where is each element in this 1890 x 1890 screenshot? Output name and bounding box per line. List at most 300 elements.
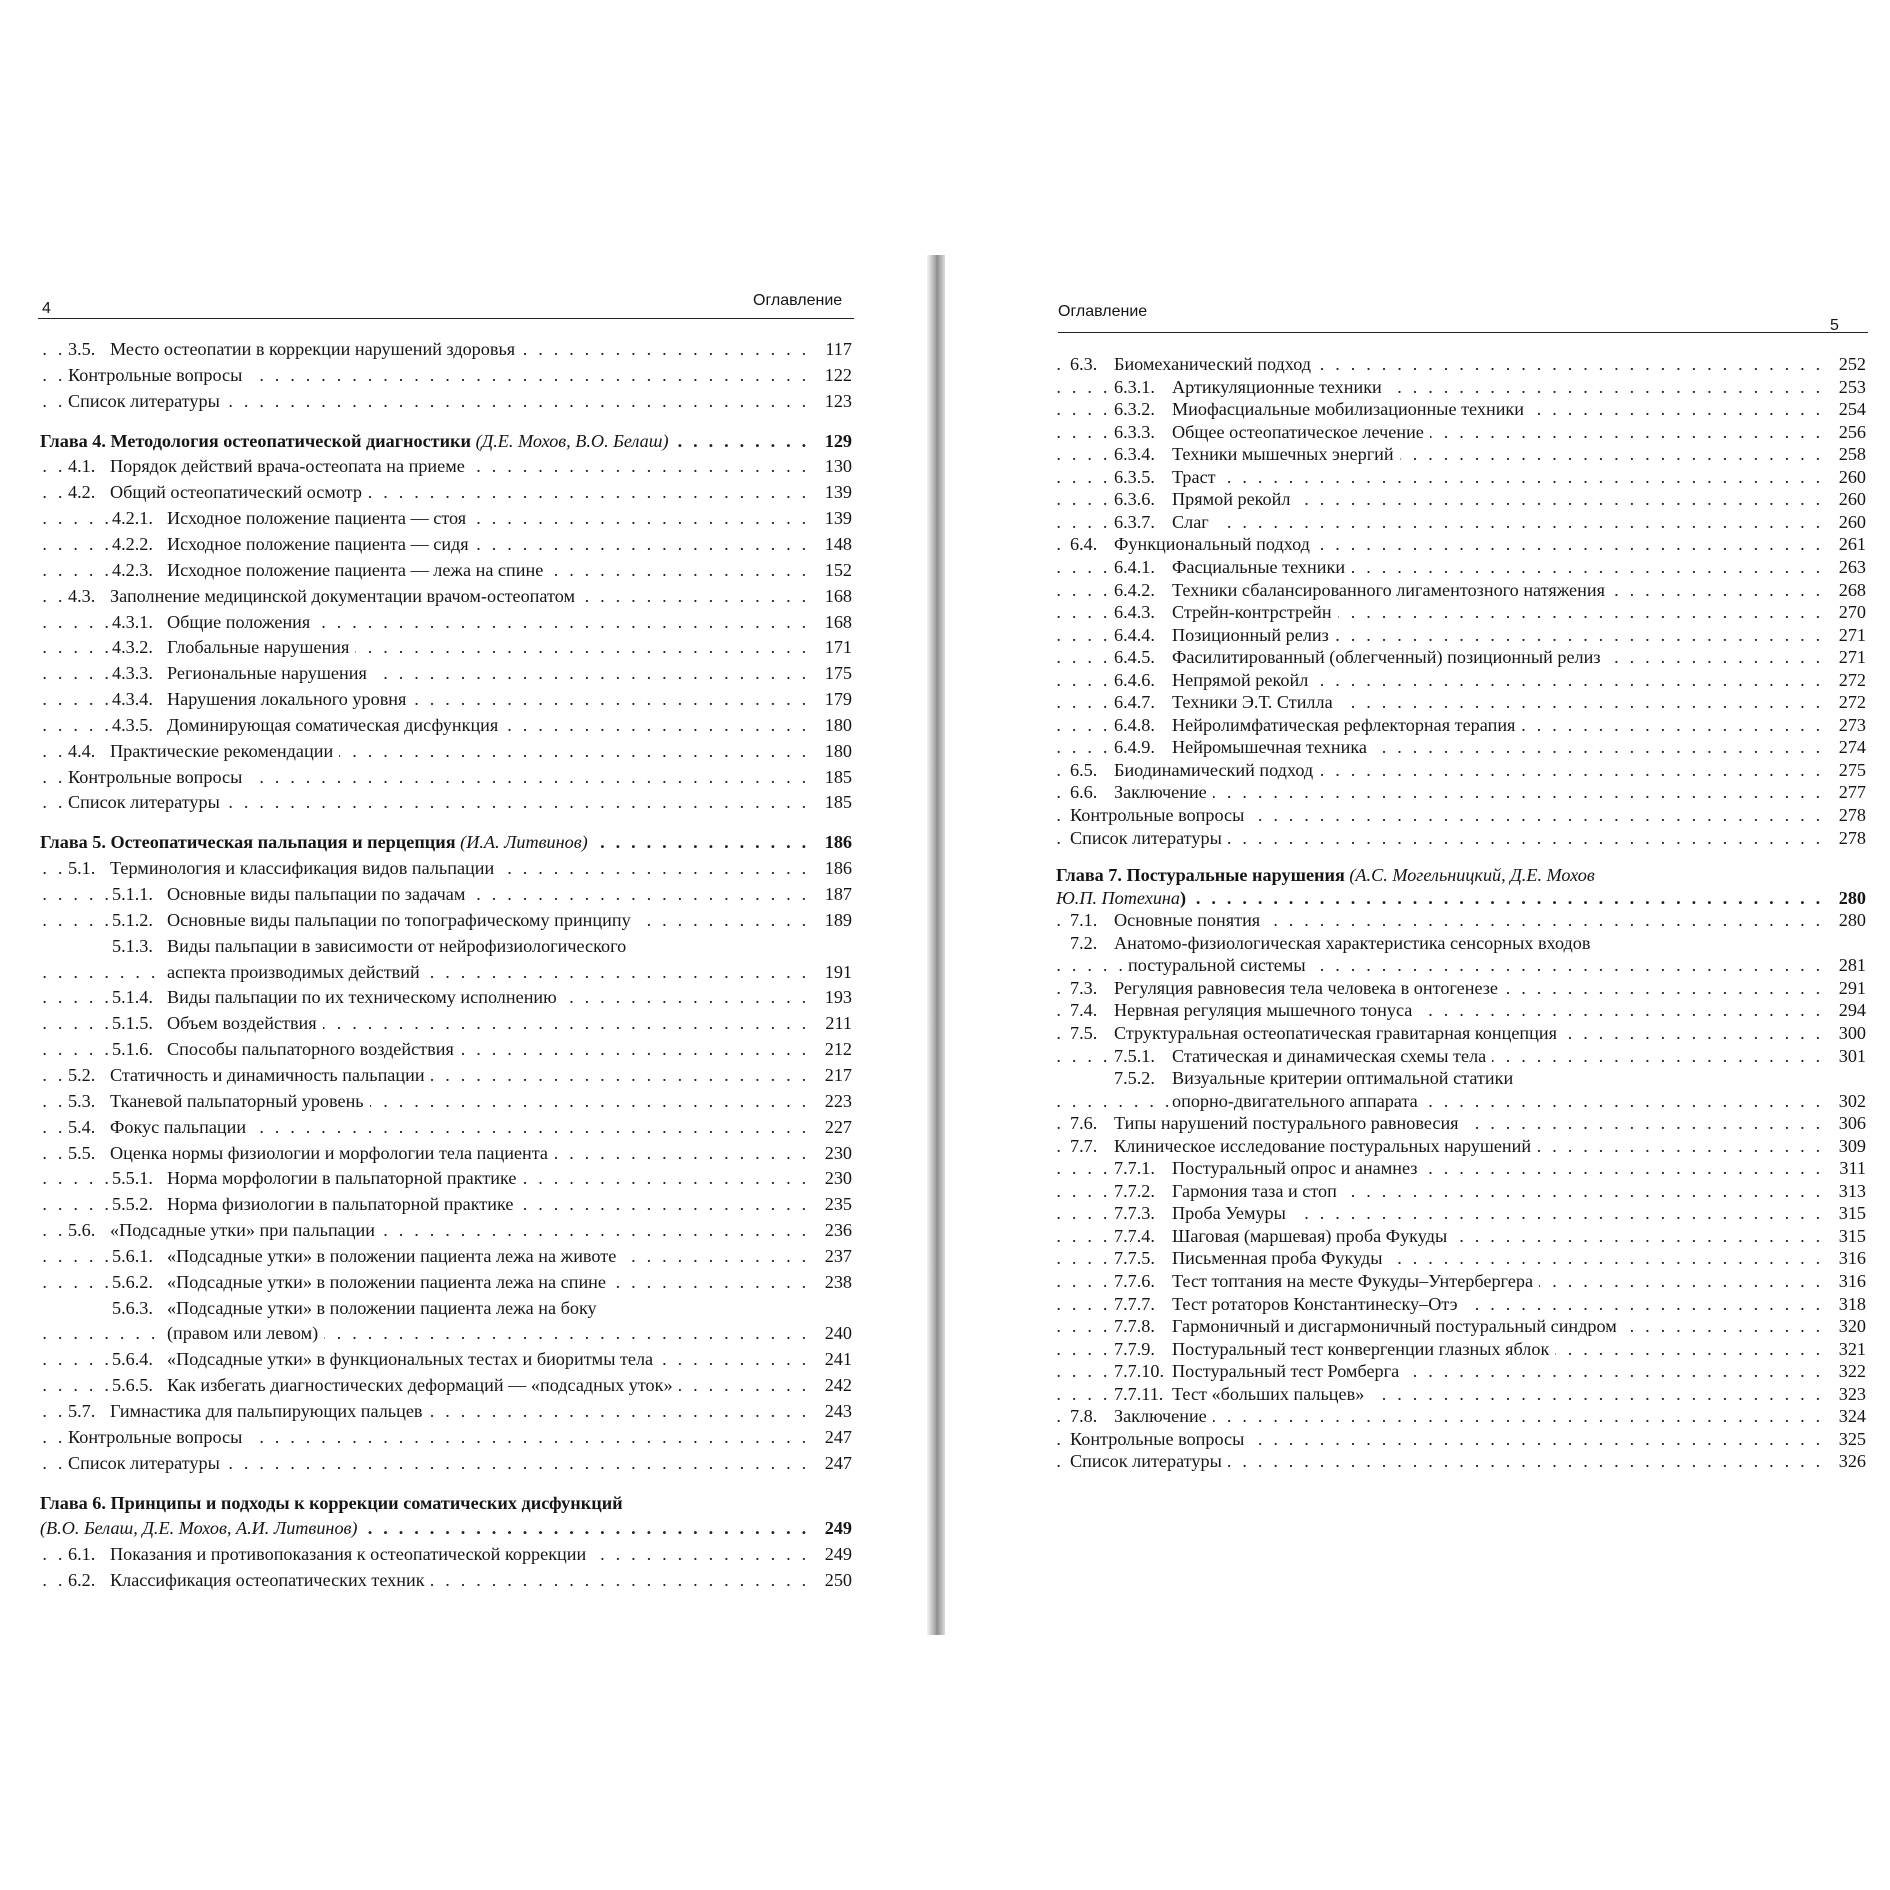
toc-entry-title: «Подсадные утки» в положении пациента лежа на спине bbox=[167, 1271, 606, 1292]
toc-entry-title: Глава 7. Постуральные нарушения bbox=[1056, 865, 1345, 886]
toc-entry-title: Список литературы bbox=[1070, 827, 1222, 848]
toc-page-number: 243 bbox=[812, 1398, 852, 1424]
toc-entry-title: «Подсадные утки» в положении пациента лежа на животе bbox=[167, 1245, 617, 1266]
toc-page-number: 171 bbox=[812, 634, 852, 660]
toc-entry-title: Контрольные вопросы bbox=[68, 1426, 243, 1447]
toc-entry-number: 4.4. bbox=[68, 740, 96, 761]
toc-entry-title: Гимнастика для пальпирующих пальцев bbox=[110, 1401, 423, 1421]
toc-entry-title: Региональные нарушения bbox=[167, 663, 367, 684]
toc-entry-number: 6.4.3. bbox=[1114, 602, 1155, 623]
toc-page-number: 247 bbox=[812, 1424, 852, 1450]
toc-entry bbox=[40, 1062, 852, 1088]
right-running-header: Оглавление bbox=[1058, 303, 1148, 320]
toc-entry-title: Контрольные вопросы bbox=[1070, 1428, 1245, 1449]
toc-entry-number: 4.2.2. bbox=[112, 533, 153, 554]
toc-entry-number: 7.7.11. bbox=[1114, 1383, 1164, 1404]
toc-entry-title: Типы нарушений постурального равновесия bbox=[1114, 1113, 1459, 1134]
toc-page-number: 280 bbox=[1826, 885, 1866, 911]
toc-page-number: 256 bbox=[1826, 419, 1866, 445]
toc-page-number: 261 bbox=[1826, 531, 1866, 557]
toc-page-number: 272 bbox=[1826, 689, 1866, 715]
toc-entry-title: Биодинамический подход bbox=[1114, 759, 1314, 780]
toc-entry-number: 5.1.2. bbox=[112, 909, 153, 930]
toc-page-number: 186 bbox=[812, 855, 852, 881]
toc-page-number: 187 bbox=[812, 881, 852, 907]
toc-entry bbox=[40, 712, 852, 738]
toc-page-number: 263 bbox=[1826, 554, 1866, 580]
toc-entry-number: 5.5. bbox=[68, 1142, 96, 1163]
toc-page-number: 273 bbox=[1826, 712, 1866, 738]
toc-page-number: 175 bbox=[812, 660, 852, 686]
toc-page-number: 223 bbox=[812, 1088, 852, 1114]
toc-entry-number: 6.4.6. bbox=[1114, 669, 1155, 690]
toc-page-number: 148 bbox=[812, 531, 852, 557]
toc-entry-title: Исходное положение пациента — стоя bbox=[167, 508, 467, 529]
toc-page-number: 315 bbox=[1826, 1200, 1866, 1226]
toc-entry-title: Постуральный опрос и анамнез bbox=[1172, 1158, 1418, 1179]
toc-page-number: 122 bbox=[812, 362, 852, 388]
toc-entry-title: Визуальные критерии оптимальной статики bbox=[1172, 1068, 1514, 1089]
toc-page-number: 227 bbox=[812, 1114, 852, 1140]
toc-entry bbox=[40, 855, 852, 881]
toc-entry-number: 4.3.4. bbox=[112, 689, 153, 710]
toc-entry-title: Техники сбалансированного лигаментозного натяжения bbox=[1172, 579, 1605, 600]
toc-entry-number: 5.3. bbox=[68, 1090, 96, 1111]
toc-entry-tail: ) bbox=[1180, 887, 1187, 908]
toc-entry-title: Тест «больших пальцев» bbox=[1172, 1383, 1365, 1404]
toc-entry-number: 5.1.1. bbox=[112, 884, 153, 904]
toc-entry bbox=[40, 388, 852, 414]
toc-page-number: 238 bbox=[812, 1269, 852, 1295]
toc-entry-number: 6.3.4. bbox=[1114, 444, 1155, 465]
toc-page-number: 258 bbox=[1826, 441, 1866, 467]
toc-entry-number: 6.4.2. bbox=[1114, 579, 1155, 600]
toc-entry-title: Заключение bbox=[1114, 1406, 1207, 1427]
toc-page-number: 230 bbox=[812, 1140, 852, 1166]
toc-entry-title: Фасциальные техники bbox=[1172, 556, 1346, 577]
toc-entry-title: Контрольные вопросы bbox=[68, 766, 243, 787]
toc-page-number: 268 bbox=[1826, 577, 1866, 603]
toc-entry bbox=[40, 557, 852, 583]
toc-page-number: 271 bbox=[1826, 644, 1866, 670]
toc-entry-number: 7.7.4. bbox=[1114, 1225, 1155, 1246]
toc-page-number: 168 bbox=[812, 609, 852, 635]
toc-entry bbox=[40, 1372, 852, 1398]
toc-entry-title: Письменная проба Фукуды bbox=[1172, 1248, 1383, 1269]
toc-entry bbox=[40, 1346, 852, 1372]
toc-entry-title: Норма морфологии в пальпаторной практике bbox=[167, 1168, 517, 1189]
toc-leader-dots bbox=[40, 1320, 810, 1346]
toc-entry bbox=[40, 1243, 852, 1269]
toc-page-number: 272 bbox=[1826, 667, 1866, 693]
toc-entry-number: 6.4.9. bbox=[1114, 737, 1155, 758]
toc-entry-title: Контрольные вопросы bbox=[68, 364, 243, 385]
toc-entry bbox=[40, 1295, 852, 1321]
left-page bbox=[0, 0, 900, 1890]
toc-page-number: 242 bbox=[812, 1372, 852, 1398]
toc-entry bbox=[40, 1114, 852, 1140]
toc-entry-number: 6.4.5. bbox=[1114, 647, 1155, 668]
toc-page-number: 323 bbox=[1826, 1381, 1866, 1407]
toc-entry-number: 6.4.4. bbox=[1114, 624, 1155, 645]
toc-page-number: 123 bbox=[812, 388, 852, 414]
toc-entry-title: Траст bbox=[1172, 466, 1216, 487]
toc-entry-title: Глобальные нарушения bbox=[167, 637, 350, 658]
toc-page-number: 291 bbox=[1826, 975, 1866, 1001]
toc-page-number: 315 bbox=[1826, 1223, 1866, 1249]
toc-entry-title: Позиционный релиз bbox=[1172, 624, 1329, 645]
toc-page-number: 316 bbox=[1826, 1268, 1866, 1294]
toc-page-number: 322 bbox=[1826, 1358, 1866, 1384]
toc-entry-title: Список литературы bbox=[68, 792, 220, 813]
toc-entry-number: 6.5. bbox=[1070, 759, 1098, 780]
toc-entry-title: Виды пальпации по их техническому исполнению bbox=[167, 987, 557, 1008]
toc-chapter-authors: Ю.П. Потехина bbox=[1056, 887, 1181, 908]
toc-entry-title: Анатомо-физиологическая характеристика сенсорных входов bbox=[1114, 932, 1591, 953]
toc-entry-number: 6.3. bbox=[1070, 354, 1098, 374]
toc-entry-number: 5.7. bbox=[68, 1401, 96, 1421]
toc-page-number: 313 bbox=[1826, 1178, 1866, 1204]
toc-entry-title: Заключение bbox=[1114, 782, 1207, 803]
left-running-header: Оглавление bbox=[753, 292, 843, 309]
toc-page-number: 212 bbox=[812, 1036, 852, 1062]
toc-entry-number: 6.3.7. bbox=[1114, 511, 1155, 532]
toc-entry-number: 4.3. bbox=[68, 585, 96, 606]
toc-page-number: 260 bbox=[1826, 486, 1866, 512]
toc-entry bbox=[40, 1450, 852, 1476]
toc-entry-number: 6.1. bbox=[68, 1544, 96, 1565]
toc-entry bbox=[40, 1217, 852, 1243]
toc-entry-title: Фокус пальпации bbox=[110, 1116, 247, 1137]
toc-entry bbox=[40, 686, 852, 712]
toc-entry-title: Доминирующая соматическая дисфункция bbox=[167, 714, 499, 735]
toc-page-number: 230 bbox=[812, 1165, 852, 1191]
toc-chapter-entry bbox=[40, 428, 852, 454]
toc-page-number: 247 bbox=[812, 1450, 852, 1476]
toc-entry-number: 6.3.6. bbox=[1114, 489, 1155, 510]
toc-page-number: 274 bbox=[1826, 734, 1866, 760]
toc-entry-number: 3.5. bbox=[68, 339, 96, 359]
toc-entry-title: Гармоничный и дисгармоничный постуральный синдром bbox=[1172, 1316, 1617, 1337]
toc-entry-title: Статичность и динамичность пальпации bbox=[110, 1064, 425, 1085]
toc-entry bbox=[40, 1036, 852, 1062]
toc-entry-title: Порядок действий врача-остеопата на приеме bbox=[110, 456, 465, 477]
toc-entry-title: Место остеопатии в коррекции нарушений здоровья bbox=[110, 339, 516, 359]
toc-entry-number: 7.7.1. bbox=[1114, 1158, 1155, 1179]
toc-entry-title: Регуляция равновесия тела человека в онтогенезе bbox=[1114, 977, 1499, 998]
toc-entry-title: опорно-двигательного аппарата bbox=[1172, 1090, 1418, 1111]
toc-entry-number: 5.2. bbox=[68, 1064, 96, 1085]
toc-entry-number: 5.4. bbox=[68, 1116, 96, 1137]
toc-entry-title: Артикуляционные техники bbox=[1172, 376, 1382, 397]
toc-page-number: 253 bbox=[1826, 374, 1866, 400]
toc-page-number: 324 bbox=[1826, 1403, 1866, 1429]
toc-entry-number: 6.4.1. bbox=[1114, 556, 1155, 577]
toc-entry-number: 7.7.7. bbox=[1114, 1293, 1155, 1314]
toc-entry-title: Прямой рекойл bbox=[1172, 489, 1291, 510]
toc-page-number: 302 bbox=[1826, 1088, 1866, 1114]
toc-chapter-authors: (В.О. Белаш, Д.Е. Мохов, А.И. Литвинов) bbox=[40, 1518, 358, 1539]
toc-entry-title: Слаг bbox=[1172, 511, 1209, 532]
toc-entry bbox=[40, 881, 852, 907]
toc-chapter-entry bbox=[40, 1490, 852, 1516]
toc-entry-number: 7.7.2. bbox=[1114, 1180, 1155, 1201]
toc-entry-title: Структуральная остеопатическая гравитарная концепция bbox=[1114, 1022, 1557, 1043]
toc-page-number: 237 bbox=[812, 1243, 852, 1269]
toc-entry-title: Шаговая (маршевая) проба Фукуды bbox=[1172, 1225, 1448, 1246]
toc-entry-number: 7.5. bbox=[1070, 1022, 1098, 1043]
toc-entry-number: 7.5.2. bbox=[1114, 1068, 1155, 1089]
toc-entry-number: 7.5.1. bbox=[1114, 1045, 1155, 1066]
toc-entry-title: Способы пальпаторного воздействия bbox=[167, 1039, 454, 1060]
toc-entry-title: Норма физиологии в пальпаторной практике bbox=[167, 1194, 514, 1215]
right-page bbox=[940, 0, 1890, 1890]
toc-page-number: 278 bbox=[1826, 802, 1866, 828]
toc-entry-title: Фасилитированный (облегченный) позиционный релиз bbox=[1172, 647, 1601, 668]
toc-page-number: 180 bbox=[812, 738, 852, 764]
toc-page-number: 321 bbox=[1826, 1336, 1866, 1362]
toc-entry bbox=[40, 959, 852, 985]
toc-entry bbox=[40, 738, 852, 764]
toc-entry-title: «Подсадные утки» в положении пациента лежа на боку bbox=[167, 1297, 597, 1318]
toc-entry-number: 5.6.5. bbox=[112, 1375, 153, 1396]
toc-entry bbox=[40, 1165, 852, 1191]
toc-page-number: 309 bbox=[1826, 1133, 1866, 1159]
toc-entry-number: 6.2. bbox=[68, 1570, 96, 1591]
toc-entry-number: 5.6.2. bbox=[112, 1271, 153, 1292]
toc-entry-number: 7.7.5. bbox=[1114, 1248, 1155, 1269]
toc-entry bbox=[40, 984, 852, 1010]
toc-entry-title: Нейромышечная техника bbox=[1172, 737, 1367, 758]
toc-page-number: 250 bbox=[812, 1567, 852, 1593]
toc-entry-title: Биомеханический подход bbox=[1114, 354, 1312, 374]
toc-page-number: 254 bbox=[1826, 396, 1866, 422]
toc-entry bbox=[40, 336, 852, 362]
toc-entry-title: Нейролимфатическая рефлекторная терапия bbox=[1172, 714, 1516, 735]
toc-page-number: 185 bbox=[812, 789, 852, 815]
toc-entry-number: 4.3.5. bbox=[112, 714, 153, 735]
toc-page-number: 326 bbox=[1826, 1448, 1866, 1474]
toc-page-number: 249 bbox=[812, 1541, 852, 1567]
toc-entry-number: 7.7.6. bbox=[1114, 1271, 1155, 1291]
toc-entry bbox=[40, 1320, 852, 1346]
toc-entry-title: аспекта производимых действий bbox=[167, 961, 420, 982]
toc-entry-title: Миофасциальные мобилизационные техники bbox=[1172, 399, 1525, 420]
toc-chapter-authors: (А.С. Могельницкий, Д.Е. Мохов bbox=[1349, 865, 1595, 886]
toc-entry-number: 4.1. bbox=[68, 456, 96, 477]
toc-chapter-authors: (Д.Е. Мохов, В.О. Белаш) bbox=[475, 430, 669, 451]
toc-page-number: 235 bbox=[812, 1191, 852, 1217]
toc-entry bbox=[40, 1010, 852, 1036]
toc-entry-title: Нервная регуляция мышечного тонуса bbox=[1114, 1000, 1413, 1021]
toc-entry-title: Общие положения bbox=[167, 611, 311, 632]
toc-entry-number: 5.1.4. bbox=[112, 987, 153, 1008]
toc-entry bbox=[40, 1269, 852, 1295]
toc-entry-title: Контрольные вопросы bbox=[1070, 805, 1245, 825]
toc-entry-number: 5.1. bbox=[68, 858, 96, 879]
toc-entry-title: Постуральный тест Ромберга bbox=[1172, 1361, 1400, 1382]
toc-chapter-entry bbox=[40, 829, 852, 855]
toc-page-number: 193 bbox=[812, 984, 852, 1010]
toc-entry-title: (правом или левом) bbox=[167, 1323, 319, 1344]
toc-entry bbox=[40, 660, 852, 686]
toc-entry-number: 5.6.3. bbox=[112, 1297, 153, 1318]
toc-entry-title: Постуральный тест конвергенции глазных яблок bbox=[1172, 1338, 1550, 1359]
toc-entry-number: 5.6.1. bbox=[112, 1245, 153, 1266]
toc-entry-number: 7.7.9. bbox=[1114, 1338, 1155, 1359]
toc-entry-title: Исходное положение пациента — лежа на спине bbox=[167, 559, 544, 580]
toc-entry bbox=[40, 1541, 852, 1567]
toc-entry-number: 4.3.2. bbox=[112, 637, 153, 658]
toc-entry-title: Тест топтания на месте Фукуды–Унтербергера bbox=[1172, 1271, 1534, 1291]
toc-page-number: 241 bbox=[812, 1346, 852, 1372]
toc-entry-number: 4.2. bbox=[68, 482, 96, 503]
toc-entry-title: Функциональный подход bbox=[1114, 534, 1310, 555]
toc-entry-title: Заполнение медицинской документации врачом-остеопатом bbox=[110, 585, 575, 606]
toc-entry-number: 6.3.5. bbox=[1114, 466, 1155, 487]
toc-page-number: 240 bbox=[812, 1320, 852, 1346]
toc-entry-number: 5.1.6. bbox=[112, 1039, 153, 1060]
toc-entry-title: Объем воздействия bbox=[167, 1013, 317, 1034]
toc-page-number: 236 bbox=[812, 1217, 852, 1243]
toc-page-number: 211 bbox=[812, 1010, 852, 1036]
toc-entry-title: Список литературы bbox=[68, 390, 220, 411]
toc-page-number: 300 bbox=[1826, 1020, 1866, 1046]
left-header-rule bbox=[38, 318, 854, 319]
toc-entry-number: 7.3. bbox=[1070, 977, 1098, 998]
toc-entry-title: Практические рекомендации bbox=[110, 740, 334, 761]
toc-entry-number: 6.3.1. bbox=[1114, 376, 1155, 397]
toc-entry-number: 6.3.3. bbox=[1114, 421, 1155, 442]
toc-page-number: 325 bbox=[1826, 1426, 1866, 1452]
toc-entry-number: 7.7.3. bbox=[1114, 1203, 1155, 1224]
toc-entry-title: Исходное положение пациента — сидя bbox=[167, 533, 469, 554]
toc-entry-title: «Подсадные утки» при пальпации bbox=[110, 1220, 375, 1241]
toc-entry-title: Нарушения локального уровня bbox=[167, 689, 407, 710]
toc-page-number: 130 bbox=[812, 453, 852, 479]
toc-entry bbox=[40, 764, 852, 790]
toc-page-number: 252 bbox=[1826, 351, 1866, 377]
toc-page-number: 217 bbox=[812, 1062, 852, 1088]
toc-entry-number: 5.6.4. bbox=[112, 1349, 153, 1370]
toc-page-number: 168 bbox=[812, 583, 852, 609]
toc-page-number: 117 bbox=[812, 336, 852, 362]
toc-entry-title: Глава 6. Принципы и подходы к коррекции соматических дисфункций bbox=[40, 1492, 623, 1513]
toc-page-number: 281 bbox=[1826, 952, 1866, 978]
toc-entry-title: Техники мышечных энергий bbox=[1172, 444, 1394, 465]
toc-entry bbox=[1056, 825, 1866, 851]
toc-entry-title: Показания и противопоказания к остеопатической коррекции bbox=[110, 1544, 587, 1565]
toc-page-number: 311 bbox=[1826, 1155, 1866, 1181]
toc-entry-title: Список литературы bbox=[68, 1452, 220, 1473]
toc-page-number: 320 bbox=[1826, 1313, 1866, 1339]
toc-entry-title: Список литературы bbox=[1070, 1451, 1222, 1472]
toc-entry bbox=[40, 531, 852, 557]
toc-entry bbox=[40, 1567, 852, 1593]
toc-entry-title: Как избегать диагностических деформаций — «подсадных уток» bbox=[167, 1375, 673, 1396]
toc-page-number: 186 bbox=[812, 829, 852, 855]
toc-page-number: 185 bbox=[812, 764, 852, 790]
toc-page-number: 260 bbox=[1826, 509, 1866, 535]
toc-entry-number: 6.3.2. bbox=[1114, 399, 1155, 420]
toc-entry bbox=[40, 1398, 852, 1424]
toc-page-number: 191 bbox=[812, 959, 852, 985]
toc-page-number: 189 bbox=[812, 907, 852, 933]
toc-entry-number: 5.1.5. bbox=[112, 1013, 153, 1034]
toc-entry-title: Тест ротаторов Константинеску–Отэ bbox=[1172, 1293, 1458, 1314]
toc-entry-number: 6.4.7. bbox=[1114, 692, 1155, 713]
toc-entry-title: Клиническое исследование постуральных нарушений bbox=[1114, 1135, 1532, 1156]
toc-page-number: 318 bbox=[1826, 1291, 1866, 1317]
toc-page-number: 280 bbox=[1826, 907, 1866, 933]
toc-page-number: 294 bbox=[1826, 997, 1866, 1023]
toc-entry-number: 4.3.1. bbox=[112, 611, 153, 632]
toc-entry bbox=[40, 479, 852, 505]
toc-entry bbox=[40, 609, 852, 635]
toc-entry-title: Терминология и классификация видов пальпации bbox=[110, 858, 495, 879]
toc-entry bbox=[40, 583, 852, 609]
toc-page-number: 139 bbox=[812, 479, 852, 505]
right-header-rule bbox=[1058, 332, 1868, 333]
toc-page-number: 271 bbox=[1826, 622, 1866, 648]
toc-entry-title: Тканевой пальпаторный уровень bbox=[110, 1090, 364, 1111]
toc-entry bbox=[40, 789, 852, 815]
toc-page-number: 179 bbox=[812, 686, 852, 712]
toc-entry-number: 5.5.1. bbox=[112, 1168, 153, 1189]
toc-entry-title: Статическая и динамическая схемы тела bbox=[1172, 1045, 1487, 1066]
toc-entry bbox=[40, 634, 852, 660]
toc-page-number: 260 bbox=[1826, 464, 1866, 490]
toc-entry bbox=[1056, 1448, 1866, 1474]
toc-page-number: 278 bbox=[1826, 825, 1866, 851]
toc-entry-title: Основные понятия bbox=[1114, 910, 1261, 931]
toc-entry-title: Основные виды пальпации по задачам bbox=[167, 884, 466, 904]
toc-entry bbox=[40, 362, 852, 388]
toc-entry bbox=[40, 1140, 852, 1166]
toc-entry-title: Основные виды пальпации по топографическому принципу bbox=[167, 909, 631, 930]
toc-page-number: 180 bbox=[812, 712, 852, 738]
toc-entry-number: 7.7.10. bbox=[1114, 1361, 1165, 1382]
toc-entry-number: 6.4.8. bbox=[1114, 714, 1155, 735]
toc-entry bbox=[40, 1088, 852, 1114]
toc-entry bbox=[40, 933, 852, 959]
toc-entry bbox=[40, 453, 852, 479]
toc-page-number: 316 bbox=[1826, 1245, 1866, 1271]
toc-chapter-entry bbox=[40, 1515, 852, 1541]
toc-entry-number: 6.4. bbox=[1070, 534, 1098, 555]
toc-page-number: 275 bbox=[1826, 757, 1866, 783]
toc-chapter-authors: (И.А. Литвинов) bbox=[460, 832, 588, 853]
toc-page-number: 152 bbox=[812, 557, 852, 583]
toc-page-number: 306 bbox=[1826, 1110, 1866, 1136]
toc-entry-number: 7.4. bbox=[1070, 1000, 1098, 1021]
left-page-number: 4 bbox=[42, 300, 51, 317]
toc-entry-title: Непрямой рекойл bbox=[1172, 669, 1309, 690]
toc-entry-number: 5.6. bbox=[68, 1220, 96, 1241]
toc-entry-number: 7.7. bbox=[1070, 1135, 1098, 1156]
toc-entry-number: 7.7.8. bbox=[1114, 1316, 1155, 1337]
toc-page-number: 270 bbox=[1826, 599, 1866, 625]
toc-entry-number: 7.8. bbox=[1070, 1406, 1098, 1427]
toc-entry-number: 7.6. bbox=[1070, 1113, 1098, 1134]
toc-page-number: 249 bbox=[812, 1515, 852, 1541]
toc-entry-title: постуральной системы bbox=[1128, 955, 1306, 976]
toc-entry-number: 5.1.3. bbox=[112, 935, 153, 956]
toc-page-number: 129 bbox=[812, 428, 852, 454]
toc-entry-number: 4.3.3. bbox=[112, 663, 153, 684]
toc-page-number: 301 bbox=[1826, 1043, 1866, 1069]
toc-entry bbox=[40, 1191, 852, 1217]
